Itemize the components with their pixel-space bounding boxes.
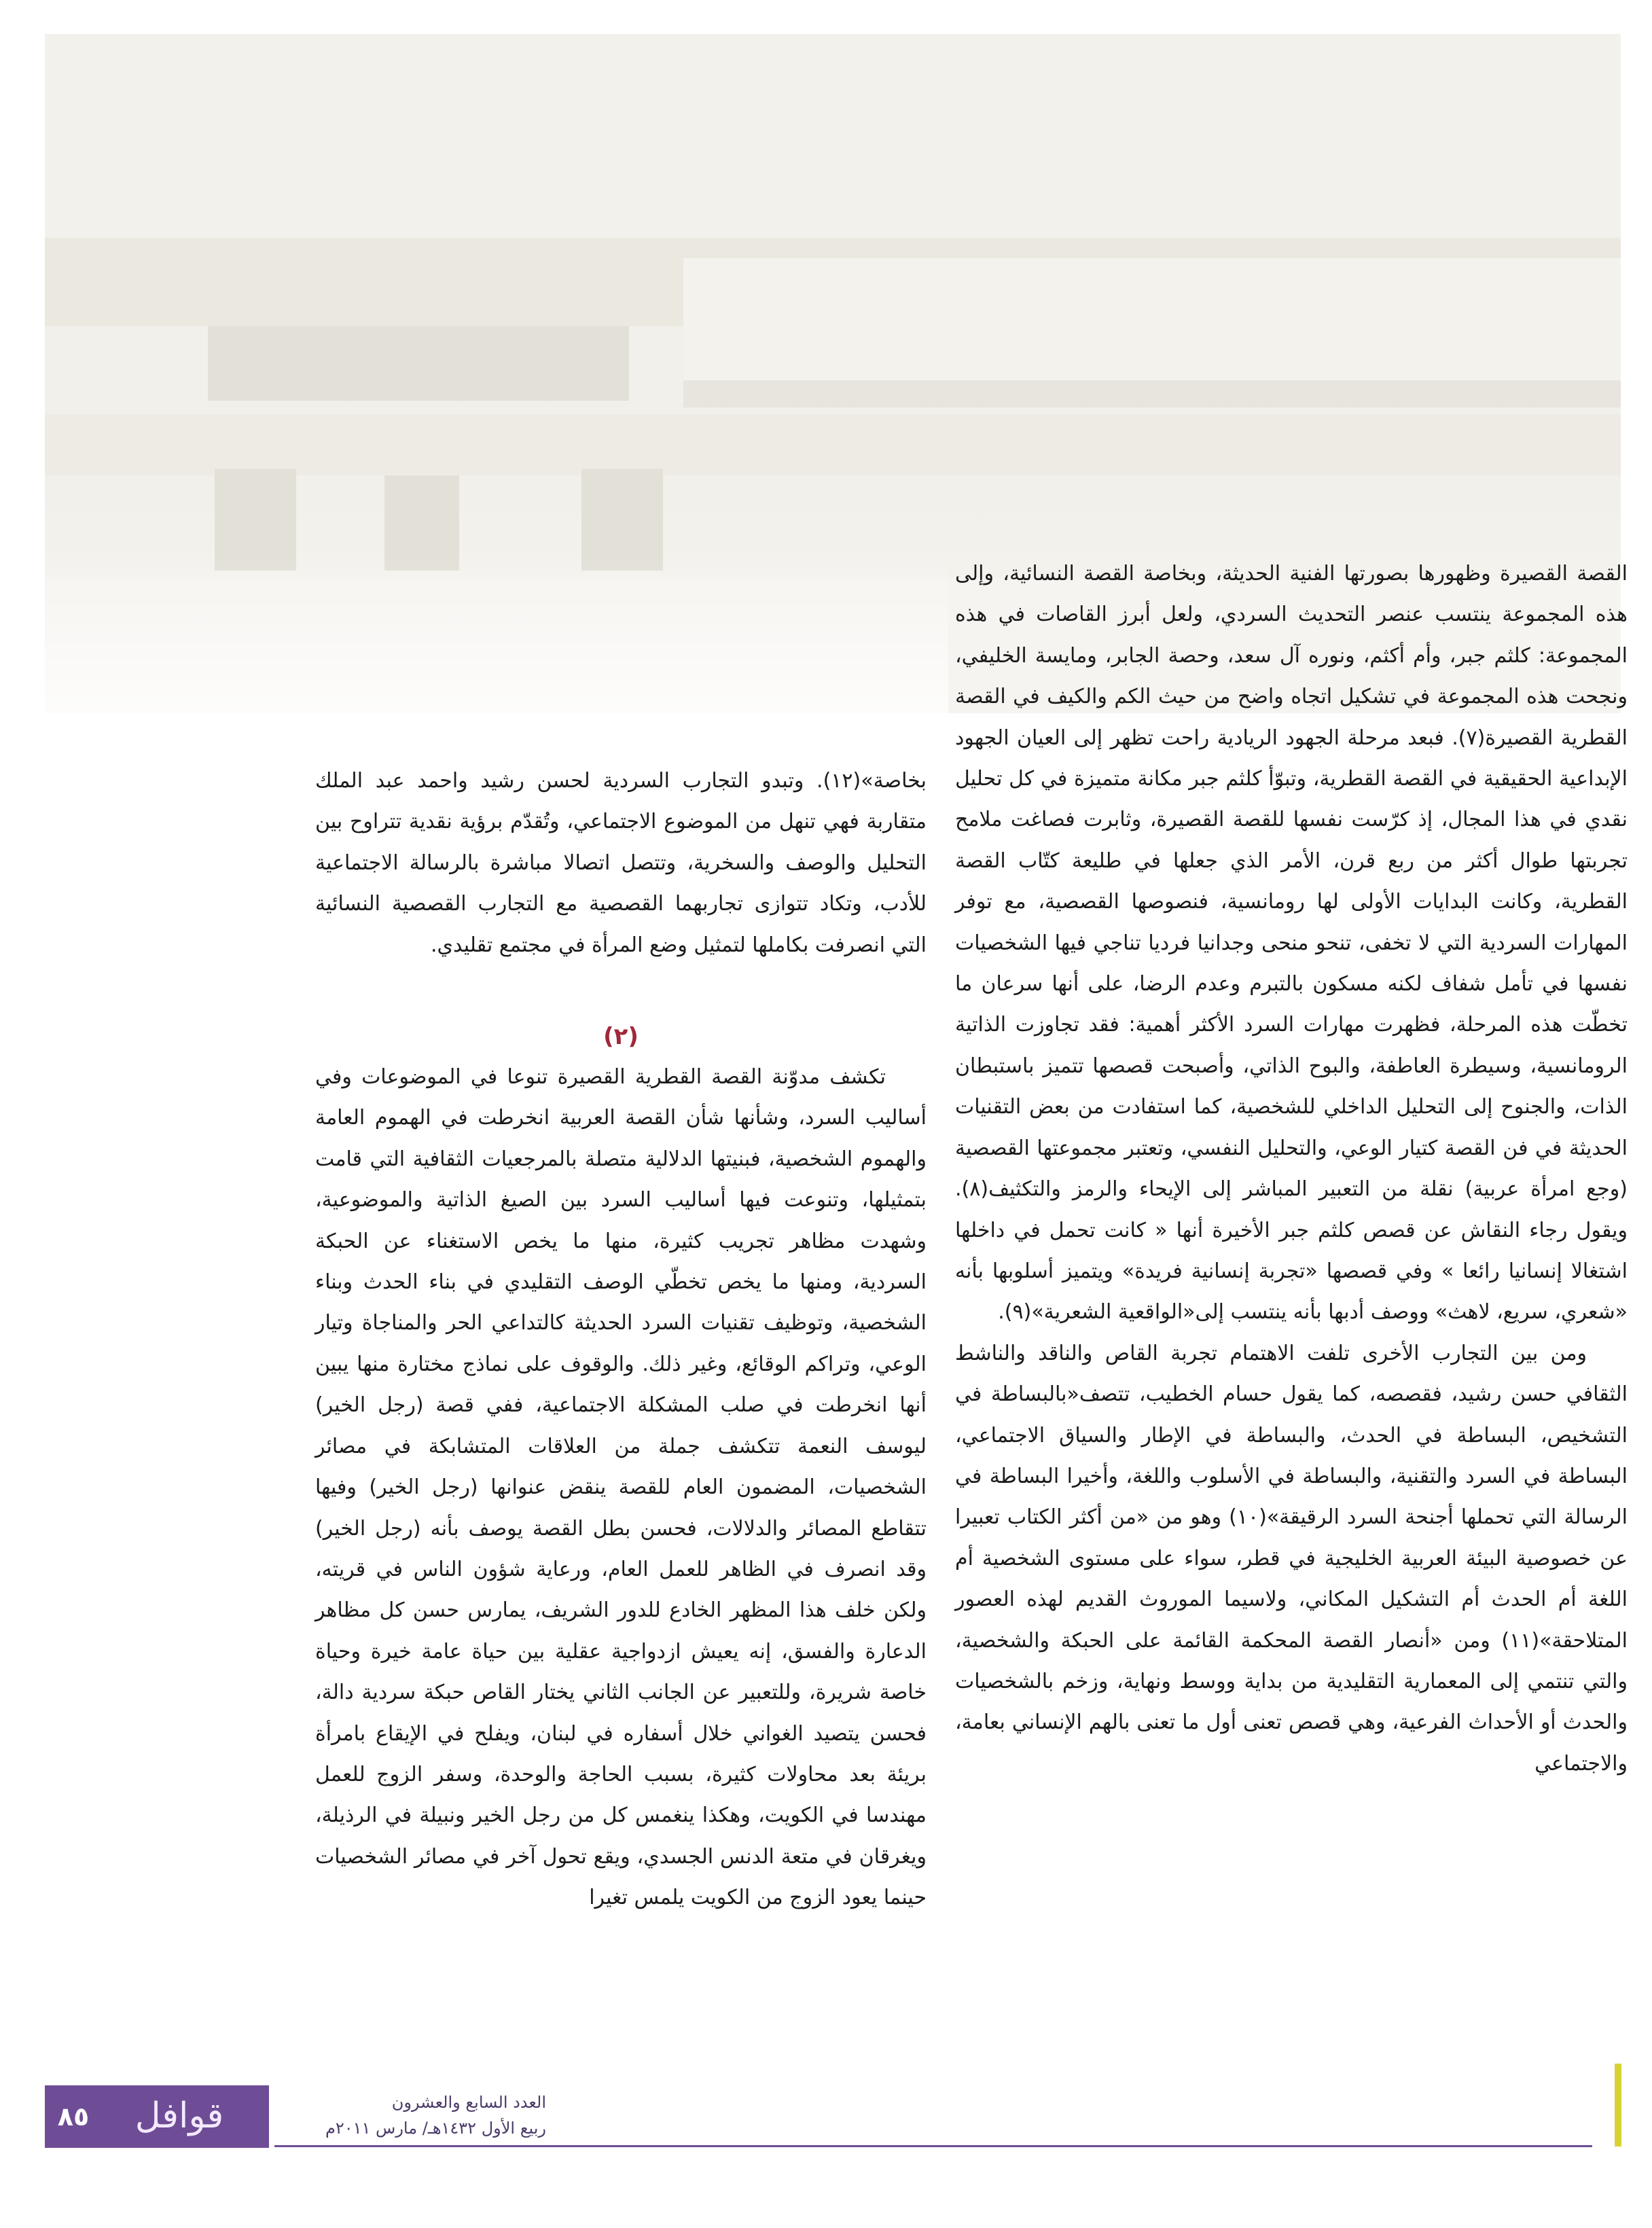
- paragraph: ومن بين التجارب الأخرى تلفت الاهتمام تجربة القاص والناقد والناشط الثقافي حسن رشيد، فقصصه، كما يقول حسام الخطيب، تتصف«بالبساطة في التشخيص، البساطة في الحدث، والبساطة في الإطار والسياق الاجتماعي، البساطة في السرد والتقنية، والبساطة في الأسلوب واللغة، وأخيرا البساطة في الرسالة التي تحملها أجنحة السرد الرقيقة»(١٠) وهو من «من أكثر الكتاب تعبيرا عن خصوصية البيئة العربية الخليجية في قطر، سواء على مستوى الشخصية أم اللغة أم الحدث أم التشكيل المكاني، ولاسيما الموروث القديم لهذه العصور المتلاحقة»(١١) ومن «أنصار القصة المحكمة القائمة على الحبكة والشخصية، والتي تنتمي إلى المعمارية التقليدية من بداية ووسط ونهاية، وزخم بالشخصيات والحدث أو الأحداث الفرعية، وهي قصص تعنى أول ما تعنى بالهم الإنساني بعامة، والاجتماعي: [955, 1341, 1628, 1776]
- paragraph: بخاصة»(١٢). وتبدو التجارب السردية لحسن رشيد واحمد عبد الملك متقاربة فهي تنهل من الموضوع الاجتماعي، وتُقدّم برؤية نقدية تتراوح بين التحليل والوصف والسخرية، وتتصل اتصالا مباشرة بالرسالة الاجتماعية للأدب، وتكاد تتوازى تجاربهما القصصية مع التجارب القصصية النسائية التي انصرفت بكاملها لتمثيل وضع المرأة في مجتمع تقليدي.: [315, 769, 927, 957]
- article-column-left: [315, 761, 927, 1919]
- spacer: [315, 966, 927, 1008]
- paragraph: القصة القصيرة وظهورها بصورتها الفنية الحديثة، وبخاصة القصة النسائية، وإلى هذه المجموعة ينتسب عنصر التحديث السردي، ولعل أبرز القاصات في هذه المجموعة: كلثم جبر، وأم أكثم، ونوره آل سعد، وحصة الجابر، ومايسة الخليفي، ونجحت هذه المجموعة في تشكيل اتجاه واضح من حيث الكم والكيف في القصة القطرية القصيرة(٧). فبعد مرحلة الجهود الريادية راحت تظهر إلى العيان الجهود الإبداعية الحقيقية في القصة القطرية، وتبوّأ كلثم جبر مكانة متميزة في كل تحليل نقدي في هذا المجال، إذ كرّست نفسها للقصة القصيرة، وثابرت فصاغت ملامح تجربتها طوال أكثر من ربع قرن، الأمر الذي جعلها في طليعة كتّاب القصة القطرية، وكانت البدايات الأولى لها رومانسية، فنصوصها القصصية، مع توفر المهارات السردية التي لا تخفى، تنحو منحى وجدانيا فرديا تناجي فيها الشخصيات نفسها في تأمل شفاف لكنه مسكون بالتبرم وعدم الرضا، على أنها سرعان ما تخطّت هذه المرحلة، فظهرت مهارات السرد الأكثر أهمية: فقد تجاوزت الذاتية الرومانسية، وسيطرة العاطفة، والبوح الذاتي، وأصبحت قصصها تتميز باستبطان الذات، والجنوح إلى التحليل الداخلي للشخصية، كما استفادت من بعض التقنيات الحديثة في فن القصة كتيار الوعي، والتحليل النفسي، وتعتبر مجموعتها القصصية (وجع امرأة عربية) نقلة من التعبير المباشر إلى الإيحاء والرمز والتكثيف(٨). ويقول رجاء النقاش عن قصص كلثم جبر الأخيرة أنها « كانت تحمل في داخلها اشتغالا إنسانيا رائعا » وفي قصصها «تجربة إنسانية فريدة» ويتميز أسلوبها بأنه «شعري، سريع، لاهث» ووصف أدبها بأنه ينتسب إلى«الواقعية الشعرية»(٩).: [955, 562, 1628, 1325]
- photo-fade: [45, 557, 948, 761]
- section-number: (٢): [603, 1023, 639, 1051]
- magazine-footer-badge: [45, 2085, 269, 2148]
- footer-rule: [274, 2145, 1592, 2147]
- article-column-right: [955, 554, 1628, 1784]
- issue-number: العدد السابع والعشرون: [391, 2093, 546, 2112]
- issue-info: [274, 2089, 546, 2141]
- magazine-logo: قوافل: [134, 2096, 224, 2136]
- issue-date: ربيع الأول ١٤٣٢هـ/ مارس ٢٠١١م: [325, 2119, 546, 2138]
- edge-tab-marker: [1615, 2064, 1621, 2146]
- page-number: ٨٥: [57, 2102, 90, 2132]
- paragraph: تكشف مدوّنة القصة القطرية القصيرة تنوعا في الموضوعات وفي أساليب السرد، وشأنها شأن القصة العربية انخرطت في الهموم العامة والهموم الشخصية، فبنيتها الدلالية متصلة بالمرجعيات الثقافية التي قامت بتمثيلها، وتنوعت فيها أساليب السرد بين الصيغ الذاتية والموضوعية، وشهدت مظاهر تجريب كثيرة، منها ما يخص الاستغناء عن الحبكة السردية، ومنها ما يخص تخطّي الوصف التقليدي في بناء الحدث وبناء الشخصية، وتوظيف تقنيات السرد الحديثة كالتداعي الحر والمناجاة وتيار الوعي، وتراكم الوقائع، وغير ذلك. والوقوف على نماذج مختارة منها يبين أنها انخرطت في صلب المشكلة الاجتماعية، ففي قصة (رجل الخير) ليوسف النعمة تتكشف جملة من العلاقات المتشابكة في مصائر الشخصيات، المضمون العام للقصة ينقض عنوانها (رجل الخير) وفيها تتقاطع المصائر والدلالات، فحسن بطل القصة يوصف بأنه (رجل الخير) وقد انصرف في الظاهر للعمل العام، ورعاية شؤون الناس في قريته، ولكن خلف هذا المظهر الخادع للدور الشريف، يمارس حسن كل مظاهر الدعارة والفسق، إنه يعيش ازدواجية عقلية بين حياة عامة خيرة وحياة خاصة شريرة، وللتعبير عن الجانب الثاني يختار القاص حبكة سردية دالة، فحسن يتصيد الغواني خلال أسفاره في لبنان، ويفلح في الإيقاع بامرأة بريئة بعد محاولات كثيرة، بسبب الحاجة والوحدة، وسفر الزوج للعمل مهندسا في الكويت، وهكذا ينغمس كل من رجل الخير ونبيلة في الرذيلة، ويغرقان في متعة الدنس الجسدي، ويقع تحول آخر في مصائر الشخصيات حينما يعود الزوج من الكويت يلمس تغيرا: [315, 1065, 927, 1910]
